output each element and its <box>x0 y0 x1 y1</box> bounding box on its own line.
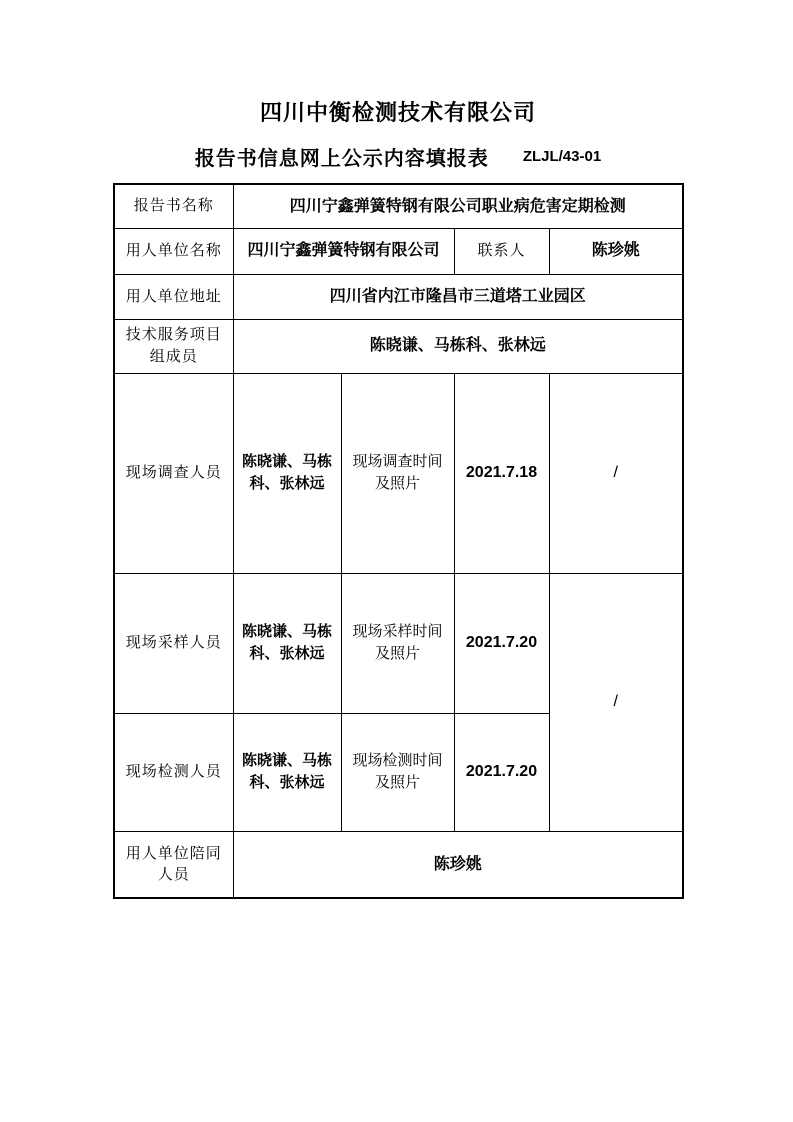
accompanying-label: 用人单位陪同人员 <box>114 831 233 898</box>
site-sampling-testing-photo-placeholder: / <box>549 573 683 831</box>
row-employer-address <box>114 274 683 319</box>
team-members-value: 陈晓谦、马栋科、张林远 <box>233 319 683 373</box>
accompanying-value: 陈珍姚 <box>233 831 683 898</box>
row-site-investigation <box>114 373 683 573</box>
employer-name-label: 用人单位名称 <box>114 228 233 274</box>
report-name-label: 报告书名称 <box>114 184 233 228</box>
row-accompanying <box>114 831 683 898</box>
site-testing-personnel: 陈晓谦、马栋科、张林远 <box>233 713 341 831</box>
site-sampling-date: 2021.7.20 <box>454 573 549 713</box>
site-investigation-time-label: 现场调查时间及照片 <box>341 373 454 573</box>
site-investigation-personnel: 陈晓谦、马栋科、张林远 <box>233 373 341 573</box>
form-title-row <box>113 140 683 172</box>
contact-label: 联系人 <box>454 228 549 274</box>
company-title: 四川中衡检测技术有限公司 <box>259 100 536 125</box>
row-team-members <box>114 319 683 373</box>
row-report-name <box>114 184 683 228</box>
contact-value: 陈珍姚 <box>549 228 683 274</box>
form-title: 报告书信息网上公示内容填报表 <box>194 147 489 170</box>
site-sampling-label: 现场采样人员 <box>114 573 233 713</box>
team-members-label: 技术服务项目组成员 <box>114 319 233 373</box>
employer-address-label: 用人单位地址 <box>114 274 233 319</box>
site-sampling-time-label: 现场采样时间及照片 <box>341 573 454 713</box>
row-employer-name <box>114 228 683 274</box>
site-investigation-label: 现场调查人员 <box>114 373 233 573</box>
form-code: ZLJL/43-01 <box>522 147 602 165</box>
site-testing-time-label: 现场检测时间及照片 <box>341 713 454 831</box>
site-testing-label: 现场检测人员 <box>114 713 233 831</box>
row-site-sampling <box>114 573 683 713</box>
site-sampling-personnel: 陈晓谦、马栋科、张林远 <box>233 573 341 713</box>
site-investigation-date: 2021.7.18 <box>454 373 549 573</box>
employer-address-value: 四川省内江市隆昌市三道塔工业园区 <box>233 274 683 319</box>
document-content <box>113 95 683 899</box>
report-info-table <box>113 183 684 899</box>
employer-name-value: 四川宁鑫弹簧特钢有限公司 <box>233 228 454 274</box>
site-testing-date: 2021.7.20 <box>454 713 549 831</box>
site-investigation-photo-placeholder: / <box>549 373 683 573</box>
report-name-value: 四川宁鑫弹簧特钢有限公司职业病危害定期检测 <box>233 184 683 228</box>
